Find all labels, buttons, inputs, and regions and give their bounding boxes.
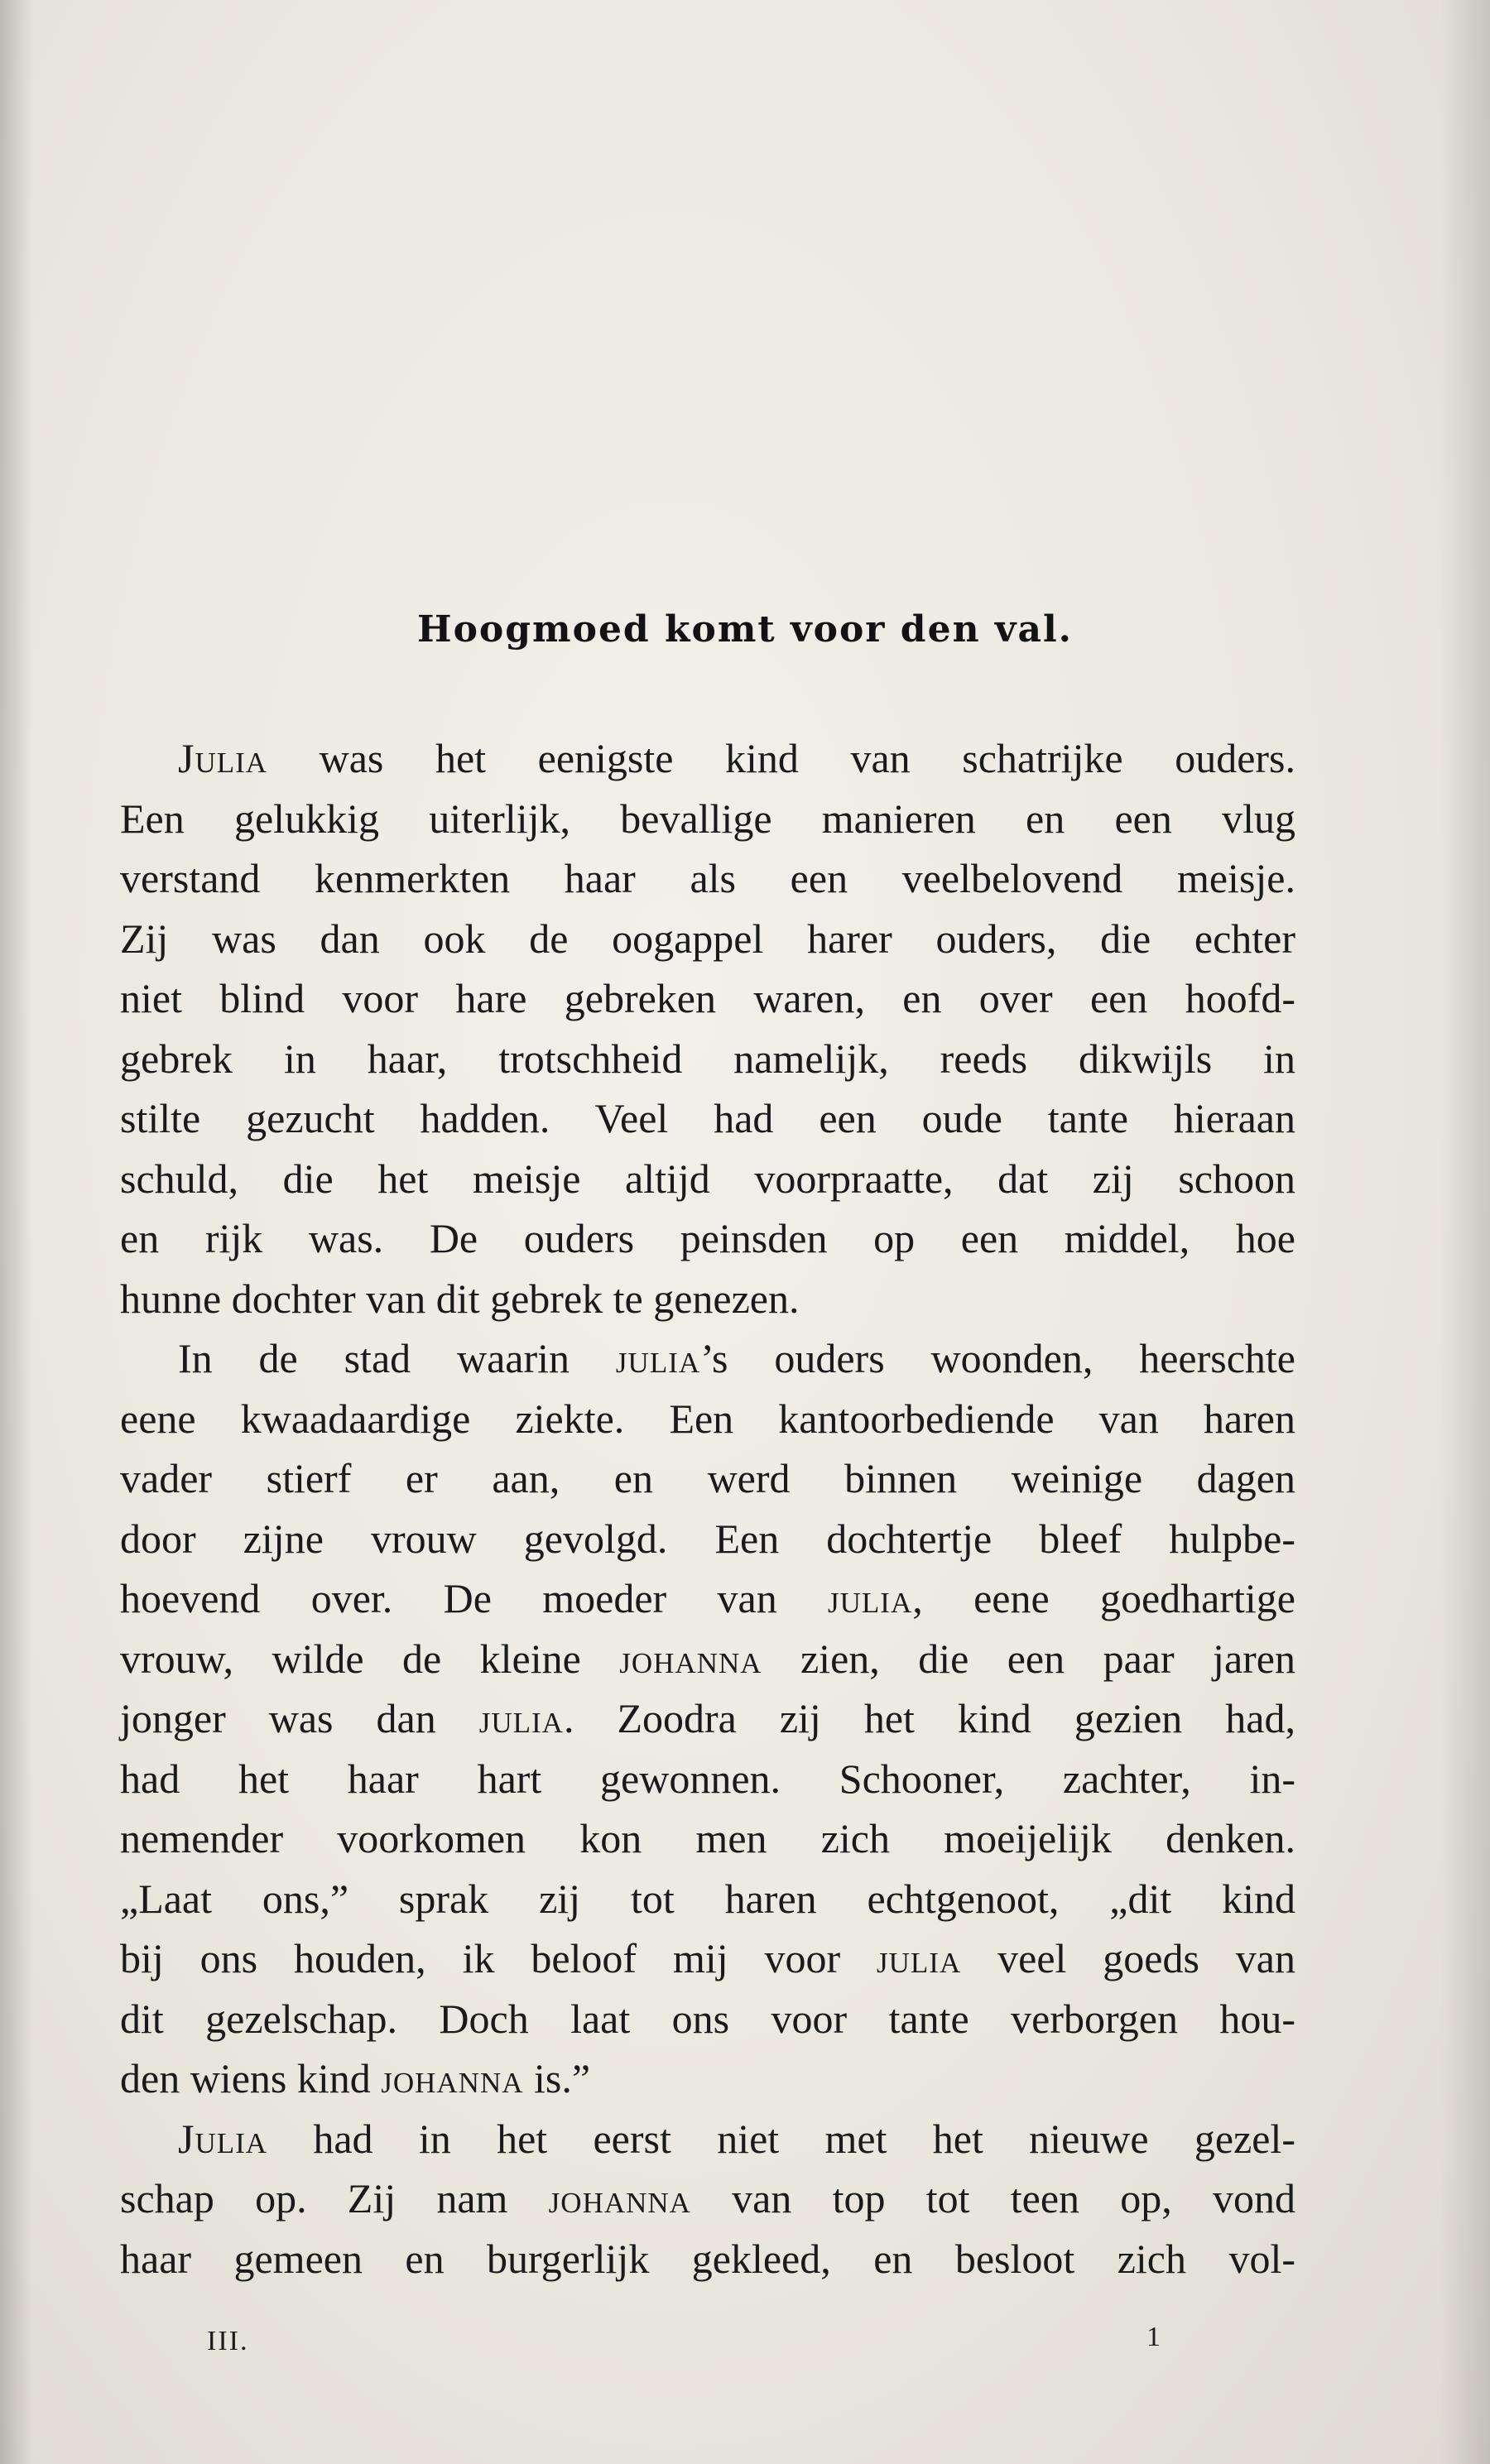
text-line [120, 1088, 1295, 1149]
text-line [120, 1149, 1295, 1209]
text-segment: had het haar hart gewonnen. Schooner, zachter, in- [120, 1755, 1295, 1802]
text-segment: „Laat ons,” sprak zij tot haren echtgenoot, „dit kind [120, 1875, 1295, 1922]
text-line [120, 968, 1295, 1029]
text-segment: den wiens kind [120, 2055, 382, 2101]
text-line [120, 1808, 1295, 1869]
text-segment: zien, die een paar jaren [762, 1635, 1295, 1682]
text-segment: haar gemeen en burgerlijk gekleed, en besloot zich vol- [120, 2235, 1295, 2282]
text-segment: verstand kenmerkten haar als een veelbelovend meisje. [120, 855, 1295, 901]
text-segment: veel goeds van [961, 1935, 1295, 1981]
text-segment: is.” [523, 2055, 591, 2101]
text-line [120, 1328, 1295, 1389]
text-segment: door zijne vrouw gevolgd. Een dochtertje bleef hulpbe- [120, 1515, 1295, 1562]
text-segment: had in het eerst niet met het nieuwe gezel- [267, 2115, 1295, 2162]
text-segment: en rijk was. De ouders peinsden op een middel, hoe [120, 1215, 1295, 1261]
name-small-caps: julia [478, 1695, 564, 1741]
text-line [120, 1869, 1295, 1929]
text-line [120, 1989, 1295, 2049]
text-segment: schuld, die het meisje altijd voorpraatte, dat zij schoon [120, 1155, 1295, 1202]
text-line [120, 1928, 1295, 1989]
text-line [120, 789, 1295, 849]
text-line [120, 1208, 1295, 1269]
text-line [120, 2109, 1295, 2169]
name-small-caps: julia [615, 1335, 701, 1381]
text-line [120, 1629, 1295, 1689]
text-line [120, 1448, 1295, 1509]
text-segment: bij ons houden, ik beloof mij voor [120, 1935, 877, 1981]
text-segment: dit gezelschap. Doch laat ons voor tante verborgen hou- [120, 1995, 1295, 2042]
chapter-heading: Hoogmoed komt voor den val. [417, 608, 1073, 651]
text-line [120, 1029, 1295, 1089]
body-text [120, 728, 1295, 2289]
page-shadow-left [0, 0, 33, 2464]
name-small-caps: Julia [178, 735, 268, 781]
name-small-caps: johanna [381, 2055, 524, 2101]
signature-mark: III. [207, 2326, 249, 2356]
text-line [120, 1749, 1295, 1809]
signature-number: 1 [1146, 2322, 1161, 2352]
text-line [120, 1688, 1295, 1749]
page-shadow-right [1440, 0, 1490, 2464]
name-small-caps: Julia [178, 2115, 268, 2162]
text-segment: van top tot teen op, vond [690, 2175, 1295, 2221]
text-segment: niet blind voor hare gebreken waren, en over een hoofd- [120, 975, 1295, 1021]
name-small-caps: julia [877, 1935, 962, 1981]
text-segment: jonger was dan [120, 1695, 479, 1741]
name-small-caps: johanna [619, 1635, 762, 1682]
text-line [120, 848, 1295, 909]
text-line [120, 1509, 1295, 1569]
text-segment: Een gelukkig uiterlijk, bevallige manieren en een vlug [120, 795, 1295, 842]
text-segment: eene kwaadaardige ziekte. Een kantoorbediende van haren [120, 1395, 1295, 1442]
text-segment: vader stierf er aan, en werd binnen weinige dagen [120, 1455, 1295, 1501]
text-segment: In de stad waarin [178, 1335, 616, 1381]
text-segment: Zij was dan ook de oogappel harer ouders, die echter [120, 915, 1295, 962]
text-segment: gebrek in haar, trotschheid namelijk, reeds dikwijls in [120, 1035, 1295, 1082]
text-line [120, 2229, 1295, 2289]
text-segment: . Zoodra zij het kind gezien had, [563, 1695, 1295, 1741]
text-segment: stilte gezucht hadden. Veel had een oude tante hieraan [120, 1095, 1295, 1141]
text-line [120, 728, 1295, 789]
text-segment: nemender voorkomen kon men zich moeijelijk denken. [120, 1815, 1295, 1861]
text-line [120, 909, 1295, 969]
text-segment: was het eenigste kind van schatrijke ouders. [267, 735, 1295, 781]
text-segment: , eene goedhartige [912, 1575, 1295, 1621]
text-segment: hoevend over. De moeder van [120, 1575, 829, 1621]
text-segment: vrouw, wilde de kleine [120, 1635, 620, 1682]
name-small-caps: johanna [548, 2175, 691, 2221]
text-segment: ’s ouders woonden, heerschte [700, 1335, 1295, 1381]
text-line [120, 2169, 1295, 2229]
text-line [120, 2049, 1295, 2109]
text-segment: schap op. Zij nam [120, 2175, 549, 2221]
text-line [120, 1389, 1295, 1449]
text-segment: hunne dochter van dit gebrek te genezen. [120, 1275, 800, 1322]
text-line [120, 1568, 1295, 1629]
name-small-caps: julia [828, 1575, 913, 1621]
text-line [120, 1269, 1295, 1329]
